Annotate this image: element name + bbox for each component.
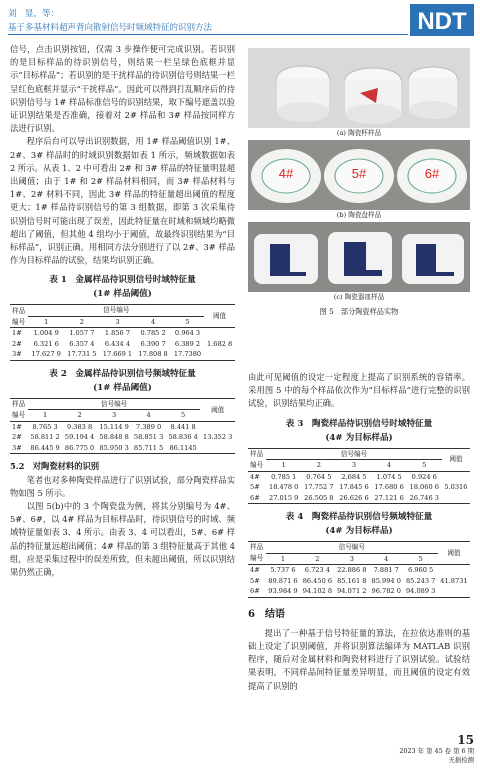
section-heading: 5.2 对陶瓷材料的识别 bbox=[10, 461, 100, 472]
row-id: 1# bbox=[12, 329, 22, 338]
issue-info: 2023 年 第 45 卷 第 6 期 bbox=[399, 747, 474, 755]
table-caption: 表 1 金属样品待识别信号时域特征量 (1# 样品阈值) bbox=[49, 275, 196, 300]
cell: 59.194 4 bbox=[64, 433, 95, 442]
col-header: 3 bbox=[100, 316, 136, 328]
col-header: 阈值 bbox=[442, 448, 470, 471]
row-id: 3# bbox=[10, 349, 28, 360]
page-footer bbox=[378, 733, 474, 765]
col-header: 编号 bbox=[10, 410, 28, 422]
right-column bbox=[248, 371, 470, 693]
cell: 93.984 9 bbox=[266, 586, 300, 597]
row-id: 3# bbox=[10, 443, 28, 454]
col-header: 信号编号 bbox=[28, 398, 201, 410]
data-table bbox=[10, 304, 235, 361]
table-row bbox=[248, 586, 470, 597]
plates-image bbox=[248, 140, 470, 210]
plate-label: 4# bbox=[278, 166, 294, 181]
cell: 17.731 5 bbox=[64, 349, 100, 360]
table-row bbox=[248, 482, 470, 493]
cell: 18.060 6 bbox=[409, 483, 439, 492]
figure-5 bbox=[248, 48, 470, 317]
photo-plates bbox=[248, 140, 470, 210]
col-header: 3 bbox=[335, 553, 369, 565]
cell: 0.964 3 bbox=[174, 329, 201, 338]
threshold-cell: 1.682 8 bbox=[204, 328, 235, 361]
cell: 1.074 5 bbox=[376, 472, 402, 481]
table-row bbox=[248, 493, 470, 504]
cell: 2.684 5 bbox=[341, 472, 367, 481]
cell: 6.434 4 bbox=[104, 339, 131, 348]
cell: 5.737 6 bbox=[270, 566, 296, 575]
col-header: 阈值 bbox=[200, 398, 235, 421]
cell: 89.871 6 bbox=[268, 576, 298, 585]
col-header: 1 bbox=[28, 410, 63, 422]
row-id: 1# bbox=[12, 422, 22, 431]
cell: 8.441 8 bbox=[170, 422, 196, 431]
cell: 86.445 9 bbox=[28, 443, 63, 454]
col-header: 5 bbox=[166, 410, 201, 422]
col-header: 信号编号 bbox=[266, 448, 442, 460]
cell: 17.680 6 bbox=[374, 483, 404, 492]
caption-a: (a) 陶瓷杯样品 bbox=[336, 129, 382, 137]
header-title: 基于多基材料超声背向散射信号时频域特征的识别方法 bbox=[8, 23, 213, 33]
table-row bbox=[10, 339, 235, 350]
cell: 8.765 3 bbox=[32, 422, 58, 431]
cell: 17.752 7 bbox=[304, 483, 334, 492]
cell: 26.505 8 bbox=[301, 493, 336, 504]
cell: 85.950 3 bbox=[97, 443, 132, 454]
cell: 17.627 9 bbox=[28, 349, 64, 360]
cell: 86.1145 bbox=[166, 443, 201, 454]
paragraph: 信号，点击识别按钮，仅需 3 步操作便可完成识别。若识别的是目标样品的待识别信号，则结果一栏呈绿色底框并显示“目标样品”；若识别的是干扰样品的待识别信号则结果一栏呈红色底框并显示“干扰样品”。因此可以得到打乱顺序后的待识别信号与 1# 样品标准信号的识别结果，取下编号遮盖以验证识别结果是否准确，接着对 2# 样品和 3# 样品按同样方法进行识别。 bbox=[10, 44, 235, 134]
col-header: 样品 bbox=[248, 542, 266, 554]
table-row bbox=[10, 349, 235, 360]
col-header: 4 bbox=[131, 410, 166, 422]
cell: 17.808 8 bbox=[135, 349, 171, 360]
paragraph: 由此可见阈值的设定一定程度上提高了识别系统的容错率。采用图 5 中的每个样品依次作为“目标样品”进行完整的识别试验，识别结果均正确。 bbox=[248, 372, 470, 409]
row-id: 2# bbox=[12, 433, 22, 442]
section-heading: 6 结语 bbox=[248, 608, 285, 620]
journal-name: 无损检测 bbox=[448, 756, 474, 764]
col-header: 样品 bbox=[10, 398, 28, 410]
threshold-cell: 41.8731 bbox=[438, 565, 470, 598]
cell: 94.071 2 bbox=[335, 586, 369, 597]
left-column bbox=[10, 43, 235, 579]
table-row bbox=[248, 565, 470, 576]
cell: 18.478 0 bbox=[269, 483, 299, 492]
cell: 6.389 2 bbox=[174, 339, 201, 348]
cell: 27.015 9 bbox=[266, 493, 301, 504]
cell: 1.856 7 bbox=[104, 329, 131, 338]
data-table bbox=[248, 448, 470, 505]
cell: 17.7380 bbox=[171, 349, 204, 360]
col-header: 1 bbox=[28, 316, 64, 328]
header-rule bbox=[8, 34, 408, 35]
cell: 86.775 0 bbox=[62, 443, 97, 454]
plate-label: 5# bbox=[351, 166, 367, 181]
cell: 85.243 7 bbox=[405, 576, 436, 585]
cell: 1.004 9 bbox=[33, 329, 59, 338]
col-header: 5 bbox=[403, 553, 437, 565]
paragraph: 程序后台可以导出识别数据，用 1# 样品阈值识别 1#、2#、3# 样品时的时域识别数据如表 1 所示，频域数据如表 2 所示。从表 1、2 中可看出 2# 和 3# 样品的特征量明显超出阈值；由于 1# 和 2# 样品材料相同，而 3# 样品材料与 1#、2# 材料不同，因此 3# 样品的特征量超出阈值的程度更大；1# 样品待识别信号的第 3 组数据，即第 3 次采集待识别信号时可能出现了误差，因此特征量在时域和频域均略微超出了阈值，但其他 4 组均小于阈值，故最终识别结果为“目标样品”，识别正确。用相同方法分别进行了以 2#、3# 样品作为目标样品的试验，结果均识别正确。 bbox=[10, 136, 235, 266]
page-number: 15 bbox=[457, 733, 474, 747]
cell: 6.723 4 bbox=[304, 566, 330, 575]
row-id: 5# bbox=[250, 576, 260, 585]
table-caption: 表 3 陶瓷样品待识别信号时域特征量 (4# 为目标样品) bbox=[285, 418, 433, 443]
cell: 17.669 1 bbox=[100, 349, 136, 360]
row-id: 4# bbox=[250, 472, 260, 481]
cell: 1.057 7 bbox=[69, 329, 95, 338]
table-1 bbox=[10, 273, 235, 361]
col-header: 样品 bbox=[10, 305, 28, 317]
cell: 94.089 3 bbox=[403, 586, 437, 597]
photo-cups bbox=[248, 48, 470, 128]
cell: 86.450 6 bbox=[302, 576, 333, 585]
cell: 15.114 9 bbox=[99, 422, 129, 431]
table-4 bbox=[248, 510, 470, 598]
header-authors: 刘 显，等： bbox=[8, 9, 60, 19]
col-header: 3 bbox=[97, 410, 132, 422]
cell: 6.960 5 bbox=[408, 566, 434, 575]
col-header: 信号编号 bbox=[28, 305, 204, 317]
cell: 26.746 3 bbox=[407, 493, 442, 504]
row-id: 6# bbox=[248, 586, 266, 597]
col-header: 2 bbox=[300, 553, 334, 565]
cell: 58.836 4 bbox=[168, 433, 198, 442]
table-2 bbox=[10, 367, 235, 455]
figure-caption: 图 5 部分陶瓷样品实物 bbox=[319, 307, 399, 316]
table-row bbox=[248, 471, 470, 482]
cell: 0.785 2 bbox=[140, 329, 166, 338]
table-caption: 表 2 金属样品待识别信号频域特征量 (1# 样品阈值) bbox=[49, 368, 196, 393]
paragraph: 笔者也对多种陶瓷样品进行了识别试验，部分陶瓷样品实物如图 5 所示。 bbox=[10, 474, 235, 498]
threshold-cell: 13.352 3 bbox=[200, 421, 235, 454]
cell: 22.886 8 bbox=[337, 566, 367, 575]
col-header: 阈值 bbox=[204, 305, 235, 328]
cell: 85.994 0 bbox=[371, 576, 401, 585]
cell: 6.357 4 bbox=[69, 339, 95, 348]
cell: 0.785 1 bbox=[271, 472, 297, 481]
cell: 7.389 0 bbox=[136, 422, 162, 431]
cell: 96.782 0 bbox=[369, 586, 403, 597]
cell: 26.626 6 bbox=[336, 493, 371, 504]
col-header: 4 bbox=[372, 460, 407, 472]
data-table bbox=[248, 541, 470, 598]
cell: 6.390 7 bbox=[140, 339, 166, 348]
table-caption: 表 4 陶瓷样品待识别信号频域特征量 (4# 为目标样品) bbox=[285, 512, 433, 537]
plate-label: 6# bbox=[424, 166, 440, 181]
col-header: 信号编号 bbox=[266, 542, 438, 554]
cell: 0.764 5 bbox=[306, 472, 332, 481]
table-row bbox=[248, 576, 470, 587]
col-header: 3 bbox=[336, 460, 371, 472]
paragraph: 以图 5(b)中的 3 个陶瓷盘为例，将其分别编号为 4#、5#、6#，以 4# 样品为目标样品时，待识别信号的时域、频域特征量如表 3、4 所示。由表 3、4 可以看出，5#、6# 样品的特征量远超出阈值；4# 样品的第 3 组特征量高于其他 4 组，应是采集过程中的误差所致，但未超出阈值，所以识别结果仍然正确， bbox=[10, 501, 235, 578]
cell: 6.321 6 bbox=[33, 339, 59, 348]
cell: 94.102 8 bbox=[300, 586, 334, 597]
cell: 85.161 8 bbox=[337, 576, 367, 585]
row-id: 2# bbox=[12, 339, 22, 348]
row-id: 5# bbox=[250, 483, 260, 492]
cell: 7.881 7 bbox=[373, 566, 399, 575]
journal-logo bbox=[410, 4, 474, 36]
col-header: 编号 bbox=[248, 460, 266, 472]
caption-b: (b) 陶瓷盘样品 bbox=[336, 211, 382, 219]
col-header: 样品 bbox=[248, 448, 266, 460]
table-row bbox=[10, 328, 235, 339]
col-header: 4 bbox=[135, 316, 171, 328]
cell: 17.845 6 bbox=[339, 483, 369, 492]
dishes-image bbox=[248, 222, 470, 292]
col-header: 4 bbox=[369, 553, 403, 565]
table-3 bbox=[248, 417, 470, 505]
cell: 58.851 3 bbox=[133, 433, 164, 442]
cell: 9.383 8 bbox=[67, 422, 93, 431]
col-header: 1 bbox=[266, 553, 300, 565]
table-row bbox=[10, 421, 235, 432]
cell: 0.924 6 bbox=[411, 472, 437, 481]
cell: 85.711 5 bbox=[131, 443, 166, 454]
paragraph: 提出了一种基于信号特征量的算法，在拉依达准则的基础上设定了识别阈值，并将识别算法编译为 MATLAB 识别程序，随后对金属材料和陶瓷材料进行了识别试验。试验结果表明，不同样品间特征量差异明显，而且阈值的设定有效提高了识别的 bbox=[248, 627, 470, 691]
col-header: 2 bbox=[64, 316, 100, 328]
data-table bbox=[10, 398, 235, 455]
col-header: 5 bbox=[407, 460, 442, 472]
cell: 58.848 8 bbox=[99, 433, 129, 442]
photo-dishes bbox=[248, 222, 470, 292]
cell: 58.811 2 bbox=[30, 433, 60, 442]
page-header bbox=[0, 0, 480, 40]
col-header: 编号 bbox=[248, 553, 266, 565]
row-id: 4# bbox=[250, 566, 260, 575]
svg-text:NDT: NDT bbox=[417, 8, 467, 35]
col-header: 2 bbox=[62, 410, 97, 422]
threshold-cell: 5.0316 bbox=[442, 471, 470, 504]
cell: 27.121 6 bbox=[372, 493, 407, 504]
caption-c: (c) 陶瓷器皿样品 bbox=[333, 293, 385, 301]
col-header: 编号 bbox=[10, 316, 28, 328]
row-id: 6# bbox=[248, 493, 266, 504]
col-header: 5 bbox=[171, 316, 204, 328]
col-header: 阈值 bbox=[438, 542, 470, 565]
cups-image bbox=[248, 48, 470, 128]
col-header: 1 bbox=[266, 460, 301, 472]
col-header: 2 bbox=[301, 460, 336, 472]
